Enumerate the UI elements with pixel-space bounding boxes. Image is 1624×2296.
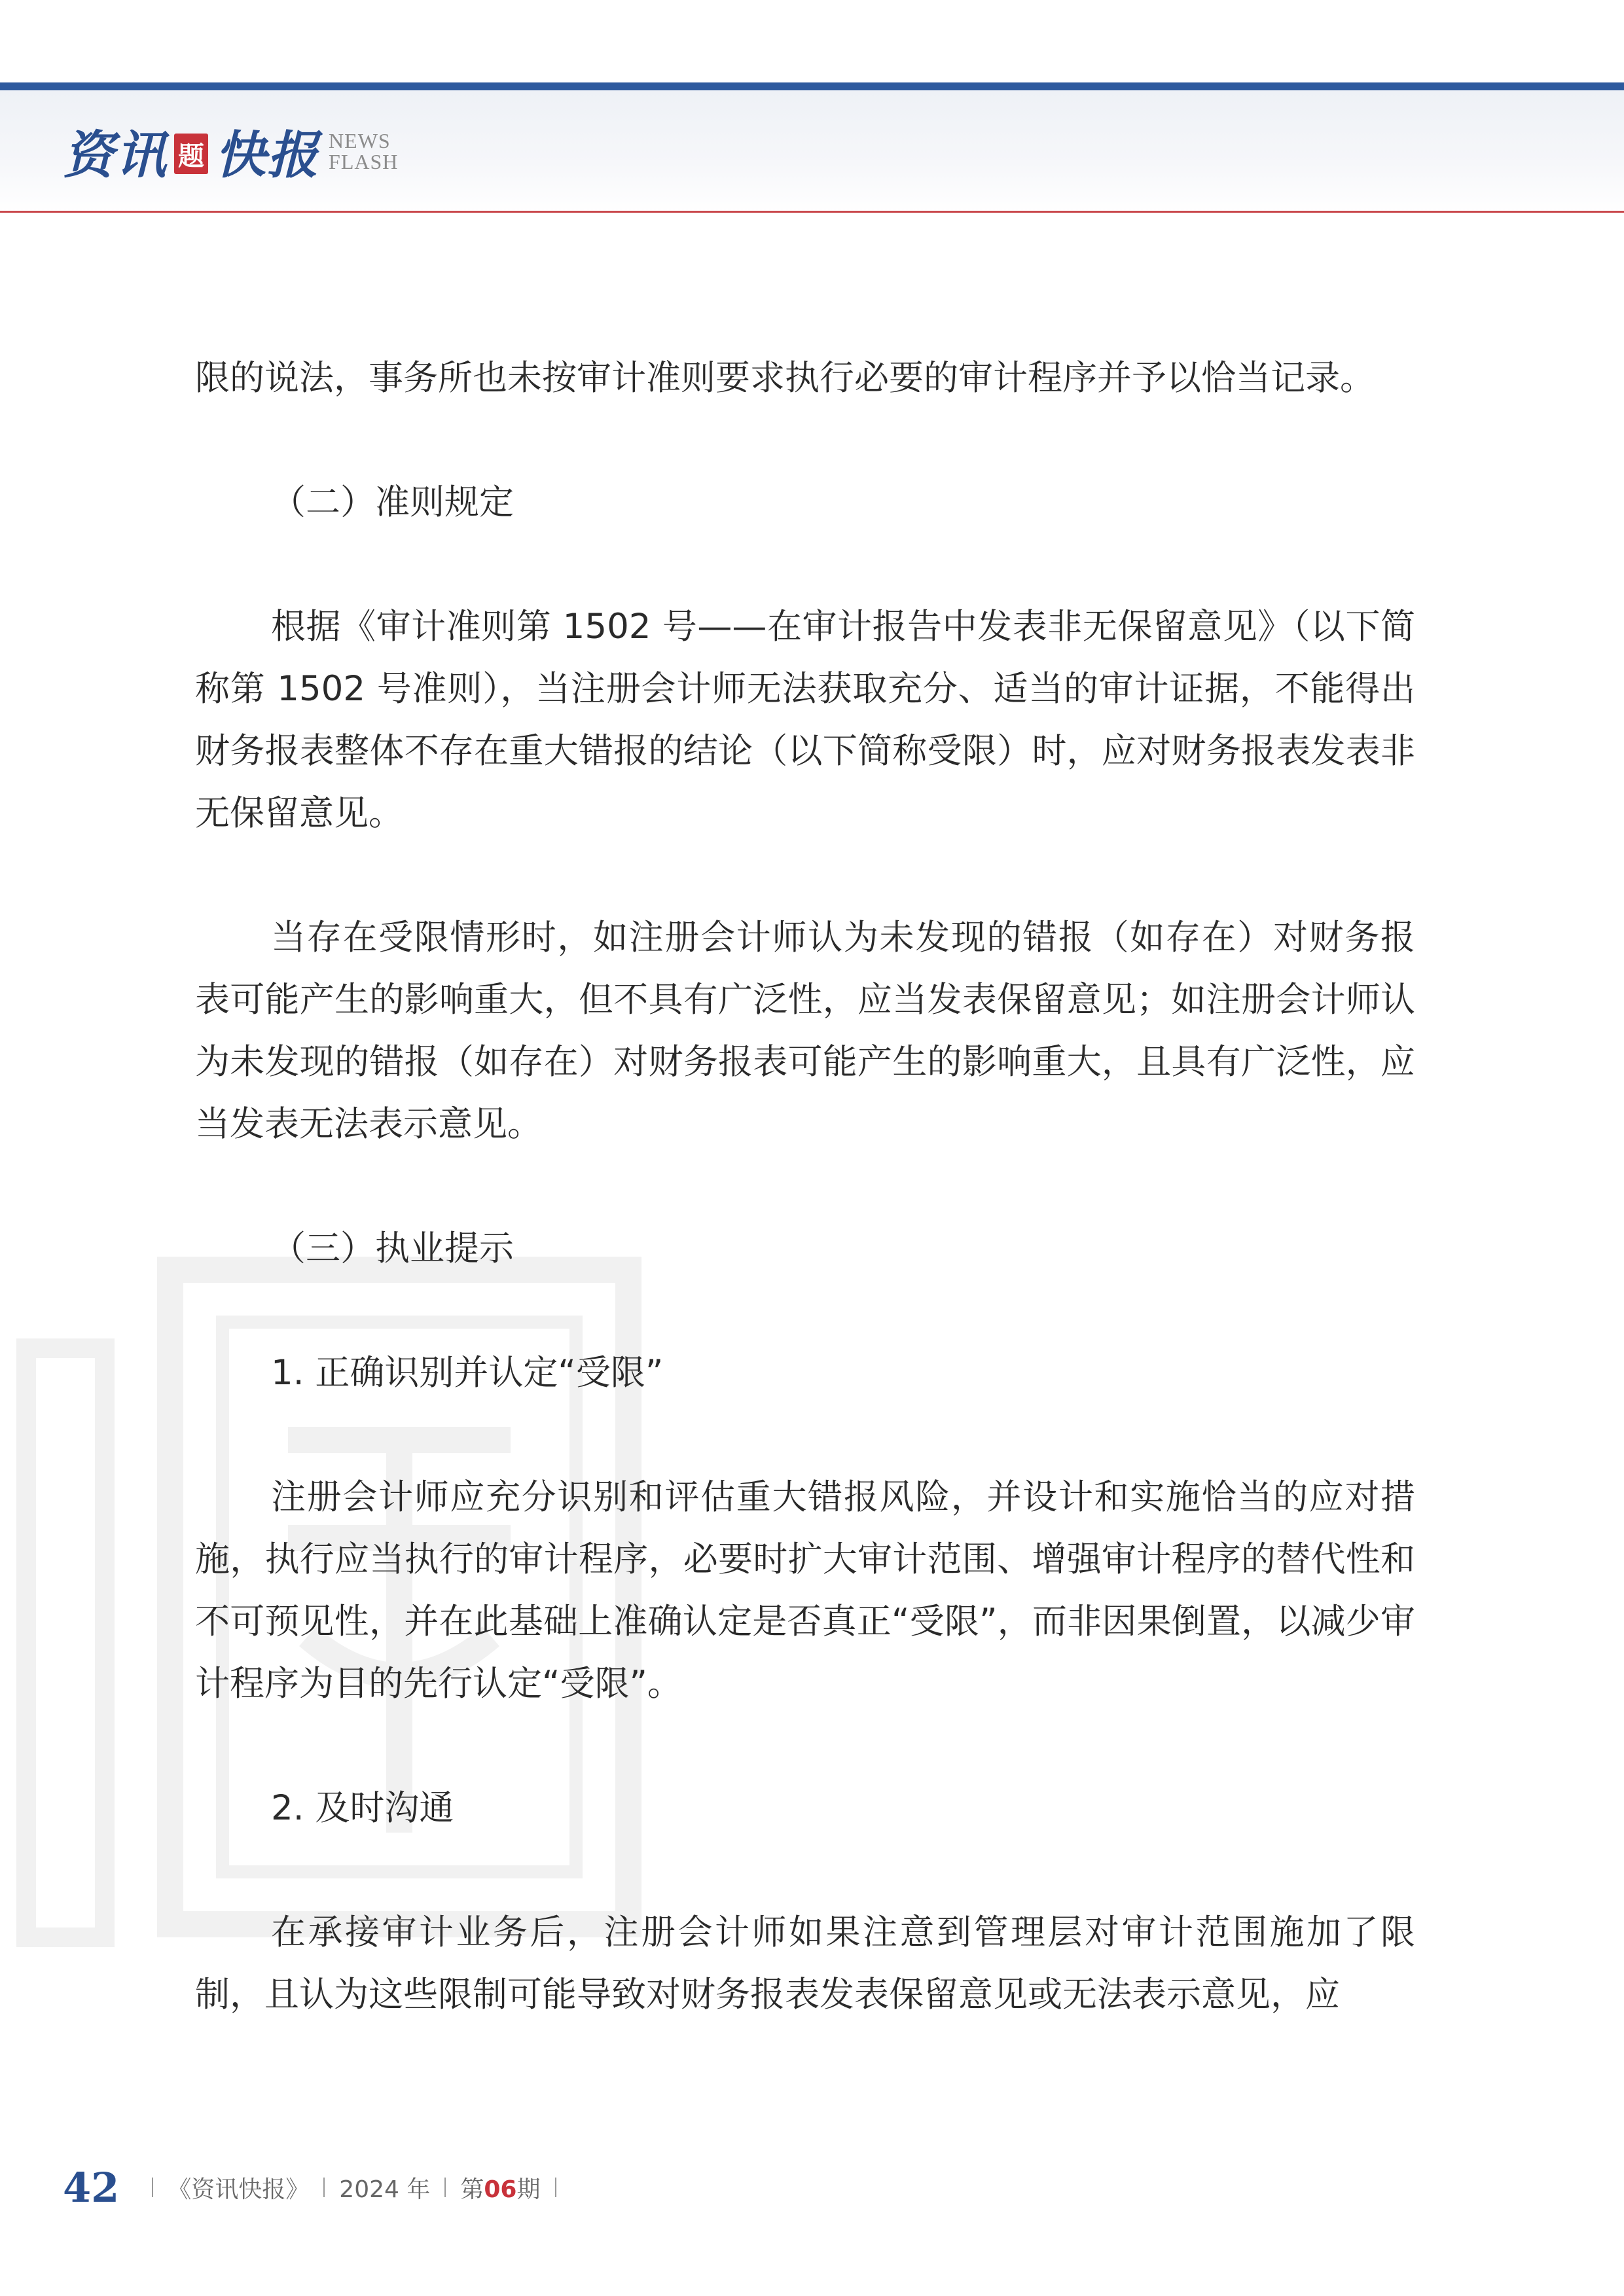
paragraph: 限的说法，事务所也未按审计准则要求执行必要的审计程序并予以恰当记录。 xyxy=(195,358,1375,398)
header-top-bar xyxy=(0,82,1624,90)
section-heading: （三）执业提示 xyxy=(271,1229,514,1268)
article-body xyxy=(195,347,1415,2026)
footer-divider xyxy=(555,2178,556,2197)
footer-issue-suffix: 期 xyxy=(516,2176,541,2203)
footer-year: 2024 年 xyxy=(339,2176,431,2203)
publication-logo xyxy=(63,115,398,187)
paragraph: 在承接审计业务后，注册会计师如果注意到管理层对审计范围施加了限制，且认为这些限制可能导致对财务报表发表保留意见或无法表示意见，应 xyxy=(195,1912,1415,2015)
logo-english-line2: FLASH xyxy=(329,150,399,173)
footer-divider xyxy=(444,2178,446,2197)
page-footer xyxy=(63,2161,571,2214)
footer-divider xyxy=(152,2178,153,2197)
logo-seal-icon: 题 xyxy=(174,134,208,174)
footer-issue-number: 06 xyxy=(484,2176,517,2203)
footer-publication: 《资讯快报》 xyxy=(168,2176,310,2203)
logo-english-line1: NEWS xyxy=(329,129,391,152)
paragraph: 注册会计师应充分识别和评估重大错报风险，并设计和实施恰当的应对措施，执行应当执行的审计程序，必要时扩大审计范围、增强审计程序的替代性和不可预见性，并在此基础上准确认定是否真正“受限”，而非因果倒置，以减少审计程序为目的先行认定“受限”。 xyxy=(195,1477,1415,1704)
footer-issue xyxy=(460,2171,540,2204)
header-red-rule xyxy=(0,211,1624,213)
footer-issue-prefix: 第 xyxy=(460,2176,484,2203)
footer-divider xyxy=(323,2178,325,2197)
logo-english xyxy=(329,130,398,172)
paragraph: 根据《审计准则第 1502 号——在审计报告中发表非无保留意见》（以下简称第 1502 号准则），当注册会计师无法获取充分、适当的审计证据，不能得出财务报表整体不存在重大错报的结论（以下简称受限）时，应对财务报表发表非无保留意见。 xyxy=(195,607,1415,833)
logo-text-right: 快报 xyxy=(215,126,320,185)
paragraph: 当存在受限情形时，如注册会计师认为未发现的错报（如存在）对财务报表可能产生的影响重大，但不具有广泛性，应当发表保留意见；如注册会计师认为未发现的错报（如存在）对财务报表可能产生的影响重大，且具有广泛性，应当发表无法表示意见。 xyxy=(195,918,1415,1144)
subsection-heading: 2. 及时沟通 xyxy=(271,1788,454,1828)
page-number: 42 xyxy=(63,2163,120,2212)
subsection-heading: 1. 正确识别并认定“受限” xyxy=(271,1353,664,1393)
logo-text-left: 资讯 xyxy=(63,126,168,185)
section-heading: （二）准则规定 xyxy=(271,482,514,522)
